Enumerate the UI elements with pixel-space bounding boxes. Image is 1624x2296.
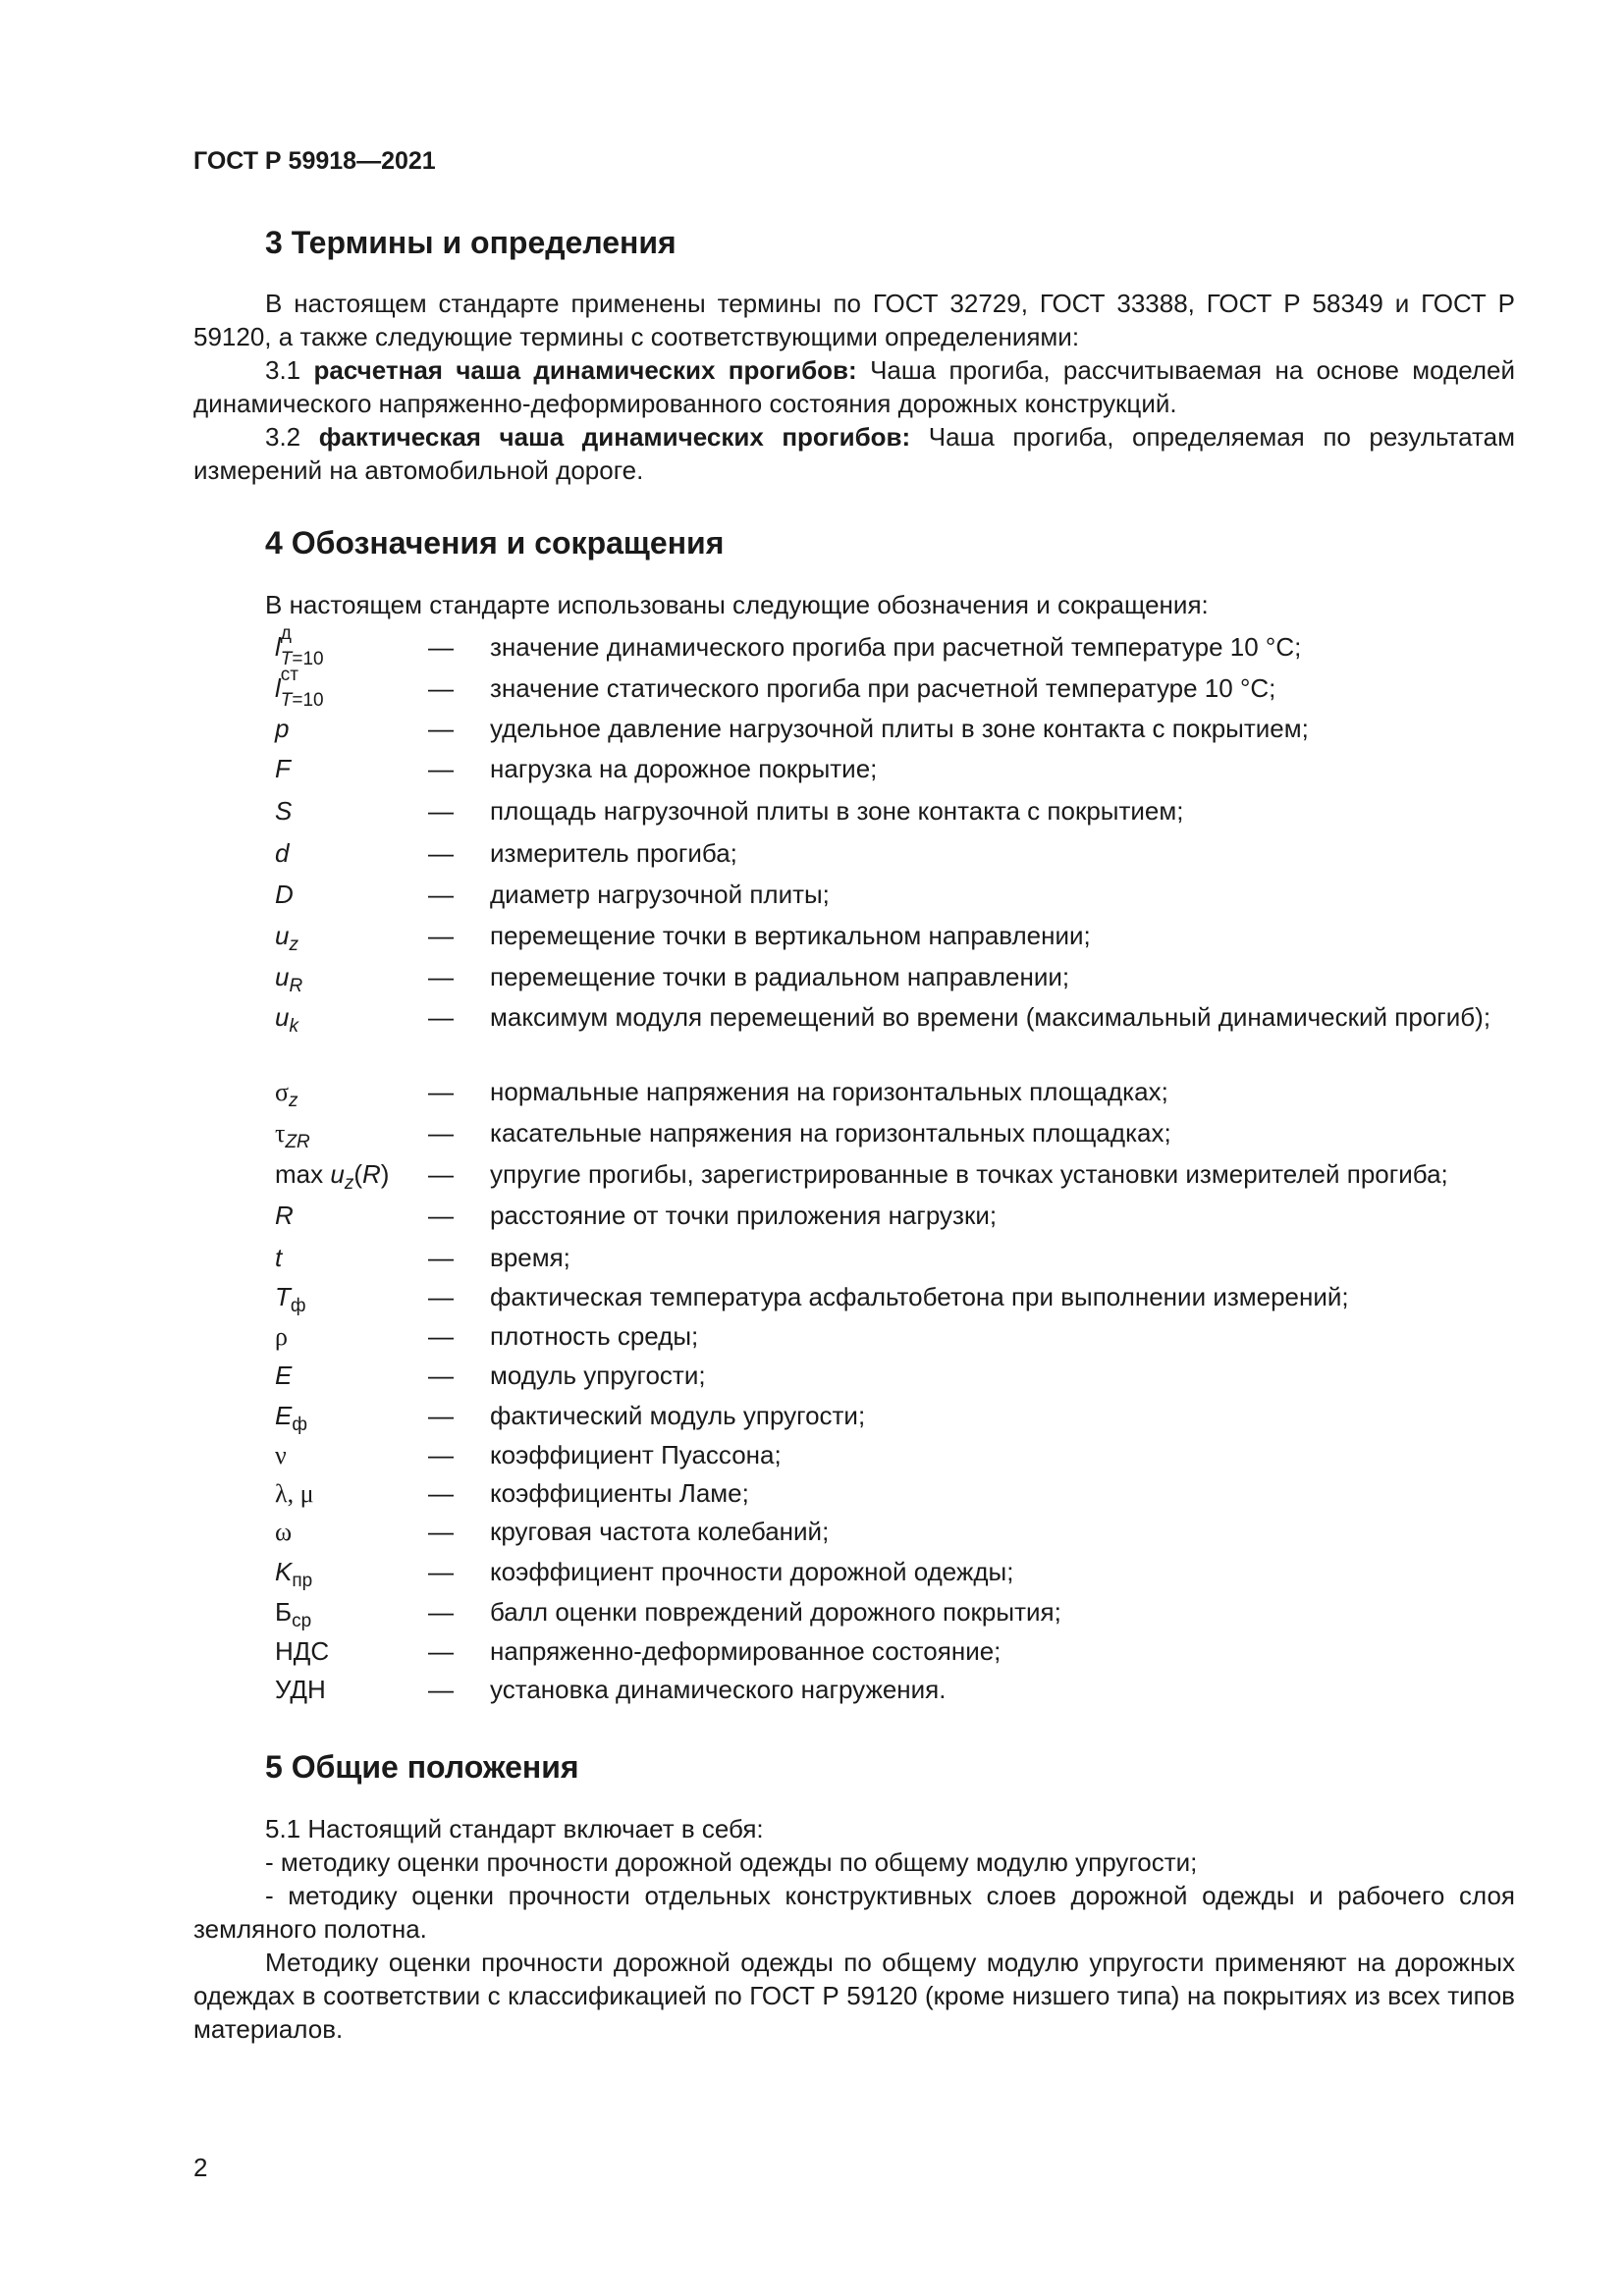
symbol-dash: — [428,1201,454,1230]
symbol [275,1116,310,1153]
symbol-dash: — [428,838,454,868]
symbol [275,1199,294,1232]
symbol-subscript-value: =10 [292,649,324,669]
section-5-paragraph-2: Методику оценки прочности дорожной одежды по общему модулю упругости применяют на дорожных одеждах в соответствии с классификацией по ГОСТ Р 59120 (кроме низшего типа) на покрытиях из всех типов материалов. [193,1948,1515,2044]
symbol [275,919,298,956]
symbol [275,1075,298,1112]
symbol [275,1359,292,1392]
symbol-definition: коэффициент прочности дорожной одежды; [490,1557,1014,1586]
symbol [275,1673,326,1706]
symbol-definition: упругие прогибы, зарегистрированные в точках установки измерителей прогиба; [490,1159,1448,1189]
symbol-dash: — [428,1478,454,1508]
symbol-definition: фактическая температура асфальтобетона при выполнении измерений; [490,1282,1349,1311]
symbol-definition: коэффициент Пуассона; [490,1440,782,1469]
symbol-argument: R [361,1159,381,1189]
symbol-definition: площадь нагрузочной плиты в зоне контакта с покрытием; [490,796,1184,826]
symbol [275,1000,298,1038]
symbol-base: λ, μ [275,1479,314,1508]
symbol-definition: перемещение точки в радиальном направлении; [490,962,1070,991]
symbol-subscript-value: =10 [292,690,324,711]
symbol-base: t [275,1243,283,1272]
symbol-subscript: k [289,1016,298,1038]
symbol-base: Б [275,1597,293,1627]
symbol [275,712,289,745]
section-5-title: 5 Общие положения [265,1749,579,1785]
symbol-dash: — [428,1077,454,1106]
symbol-base: d [275,838,290,868]
symbol-definition: напряженно-деформированное состояние; [490,1636,1001,1666]
section-4-title: 4 Обозначения и сокращения [265,525,725,561]
document-code: ГОСТ Р 59918—2021 [193,147,436,175]
symbol-definition: установка динамического нагружения. [490,1675,947,1704]
symbol-subscript: пр [292,1571,313,1592]
symbol-base: R [275,1201,294,1230]
symbol [275,665,338,711]
term-name: фактическая чаша динамических прогибов: [318,422,911,452]
symbol-definition: круговая частота колебаний; [490,1517,830,1546]
section-5-paragraph-1: 5.1 Настоящий стандарт включает в себя: [265,1814,764,1843]
symbol-base: u [330,1159,345,1189]
symbol-dash: — [428,1636,454,1666]
symbol-subscript: ср [292,1611,312,1632]
symbol-dash: — [428,880,454,909]
symbol [275,1280,306,1317]
symbol [275,1157,390,1195]
section-3-intro: В настоящем стандарте применены термины по ГОСТ 32729, ГОСТ 33388, ГОСТ Р 58349 и ГОСТ Р 59120, а также следующие термины с соответствующими определениями: [193,289,1515,351]
symbol [275,1595,312,1632]
symbol-definition: касательные напряжения на горизонтальных площадках; [490,1118,1171,1148]
symbol [275,1515,292,1549]
symbol-base: u [275,921,290,950]
symbol-dash: — [428,1118,454,1148]
symbol-base: τ [275,1119,286,1148]
symbol-dash: — [428,796,454,826]
symbol-subscript: R [289,976,303,997]
symbol [275,1634,329,1668]
symbol-dash: — [428,754,454,783]
symbol-definition: фактический модуль упругости; [490,1401,866,1430]
symbol-scripts [280,623,338,669]
term-3-1 [193,353,1515,420]
symbol-dash: — [428,1675,454,1704]
symbol-definition: время; [490,1243,570,1272]
symbol-base: ω [275,1518,293,1546]
symbol-prefix: max [275,1159,331,1189]
symbol-subscript: ф [290,1296,306,1317]
symbol-dash: — [428,1159,454,1189]
symbol-definition: расстояние от точки приложения нагрузки; [490,1201,998,1230]
symbol-base: F [275,754,291,783]
symbol-base: E [275,1361,293,1390]
page-number: 2 [193,2153,208,2182]
symbol [275,794,292,828]
symbol-paren-open: ( [353,1159,362,1189]
section-5-list-item-2: - методику оценки прочности отдельных конструктивных слоев дорожной одежды и рабочего слоя земляного полотна. [193,1881,1515,1944]
symbol-subscript-variable: T [280,690,293,711]
symbol-dash: — [428,1401,454,1430]
symbol-subscript-variable: T [280,649,293,669]
symbol-definition: максимум модуля перемещений во времени (максимальный динамический прогиб); [490,1002,1491,1032]
symbol [275,752,291,785]
section-5-list-item-1: - методику оценки прочности дорожной одежды по общему модулю упругости; [265,1847,1198,1877]
symbol-base: D [275,880,294,909]
symbol-definition: измеритель прогиба; [490,838,737,868]
symbol-dash: — [428,632,454,662]
symbol-definition: балл оценки повреждений дорожного покрытия; [490,1597,1061,1627]
symbol-dash: — [428,1517,454,1546]
symbol-base: u [275,962,290,991]
symbol-dash: — [428,1361,454,1390]
symbol [275,1319,288,1354]
symbol-base: УДН [275,1675,326,1704]
symbol-dash: — [428,1321,454,1351]
symbol-scripts [280,665,338,711]
symbol-definition: удельное давление нагрузочной плиты в зоне контакта с покрытием; [490,714,1309,743]
symbol [275,623,338,669]
symbol [275,1476,314,1511]
symbol-definition: нормальные напряжения на горизонтальных площадках; [490,1077,1168,1106]
symbol-superscript: д [280,623,292,644]
symbol-base: K [275,1557,293,1586]
symbol-dash: — [428,1243,454,1272]
symbol-subscript: ZR [285,1132,310,1153]
symbol-base: σ [275,1078,290,1106]
symbol-dash: — [428,1440,454,1469]
symbol [275,836,289,870]
symbol-definition: плотность среды; [490,1321,699,1351]
symbol [275,1241,282,1274]
symbol-base: p [275,714,290,743]
symbol-base: l [275,632,281,662]
symbol-base: E [275,1401,293,1430]
term-definition: Чаша прогиба, рассчитываемая на основе моделей динамического напряженно-деформированного состояния дорожных конструкций. [193,355,1515,418]
symbol-dash: — [428,673,454,703]
term-number: 3.2 [265,422,301,452]
symbol-dash: — [428,962,454,991]
term-3-2 [193,420,1515,487]
symbol [275,878,294,911]
term-number: 3.1 [265,355,301,385]
symbol [275,1555,313,1592]
symbol-subscript: z [344,1173,354,1195]
symbol-definition: коэффициенты Ламе; [490,1478,749,1508]
symbol-dash: — [428,1557,454,1586]
symbol-definition: значение динамического прогиба при расчетной температуре 10 °C; [490,632,1302,662]
symbol-dash: — [428,1597,454,1627]
symbol-subscript [281,691,324,710]
symbol-paren-close: ) [380,1159,390,1189]
term-definition: Чаша прогиба, определяемая по результатам измерений на автомобильной дороге. [193,422,1515,485]
symbol-dash: — [428,1002,454,1032]
symbol-definition: значение статического прогиба при расчетной температуре 10 °C; [490,673,1276,703]
symbol-base: ν [275,1441,287,1469]
symbol-definition: перемещение точки в вертикальном направлении; [490,921,1091,950]
symbol-base: l [275,673,281,703]
symbol-dash: — [428,714,454,743]
symbol [275,1399,307,1436]
symbol-superscript: ст [280,665,298,685]
symbol-definition: модуль упругости; [490,1361,706,1390]
symbol-definition: нагрузка на дорожное покрытие; [490,754,878,783]
symbol-dash: — [428,921,454,950]
section-3-title: 3 Термины и определения [265,225,677,260]
symbol-base: НДС [275,1636,330,1666]
symbol-base: ρ [275,1322,288,1351]
symbol-definition: диаметр нагрузочной плиты; [490,880,830,909]
section-4-intro: В настоящем стандарте использованы следующие обозначения и сокращения: [265,590,1209,619]
symbol [275,960,303,997]
symbol-subscript: ф [292,1415,307,1436]
symbol [275,1438,287,1472]
symbol-dash: — [428,1282,454,1311]
symbol-base: u [275,1002,290,1032]
symbol-subscript: z [289,1091,298,1112]
term-name: расчетная чаша динамических прогибов: [313,355,857,385]
symbol-subscript: z [289,934,298,956]
symbol-base: S [275,796,293,826]
symbol-base: T [275,1282,291,1311]
